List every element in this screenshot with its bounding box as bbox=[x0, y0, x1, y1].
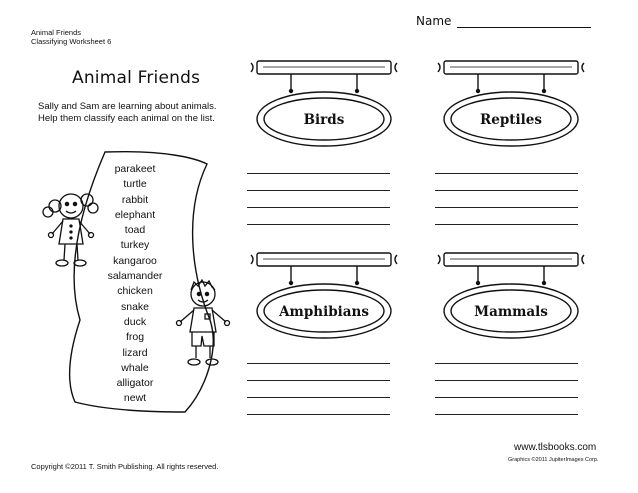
list-item: chicken bbox=[117, 285, 153, 298]
sign-amphibians bbox=[249, 250, 399, 358]
list-item: kangaroo bbox=[113, 254, 157, 267]
sign-label-amphibians: Amphibians bbox=[279, 304, 369, 320]
footer-graphics-credit: Graphics ©2011 JupiterImages Corp. bbox=[508, 457, 599, 463]
instructions: Sally and Sam are learning about animals. Help them classify each animal on the list. bbox=[38, 101, 217, 124]
footer-url: www.tlsbooks.com bbox=[514, 442, 597, 453]
animal-word-list bbox=[100, 162, 170, 407]
reptiles-answer-line[interactable] bbox=[435, 173, 578, 174]
copyright-notice: Copyright ©2011 T. Smith Publishing. All rights reserved. bbox=[31, 462, 219, 471]
list-item: duck bbox=[123, 315, 147, 328]
birds-answer-line[interactable] bbox=[247, 173, 390, 174]
list-item: elephant bbox=[114, 208, 156, 221]
amphibians-answer-line[interactable] bbox=[247, 414, 390, 415]
reptiles-answer-line[interactable] bbox=[435, 207, 578, 208]
name-label: Name bbox=[416, 14, 452, 28]
mammals-answer-line[interactable] bbox=[435, 363, 578, 364]
birds-answer-line[interactable] bbox=[247, 207, 390, 208]
reptiles-answer-line[interactable] bbox=[435, 190, 578, 191]
amphibians-answer-line[interactable] bbox=[247, 380, 390, 381]
header-worksheet: Classifying Worksheet 6 bbox=[31, 37, 112, 46]
list-item: lizard bbox=[122, 346, 148, 359]
list-item: turkey bbox=[120, 239, 150, 252]
header-series: Animal Friends bbox=[31, 28, 82, 37]
list-item: newt bbox=[123, 392, 147, 405]
birds-answer-line[interactable] bbox=[247, 224, 390, 225]
sign-reptiles bbox=[436, 58, 586, 166]
birds-answer-line[interactable] bbox=[247, 190, 390, 191]
list-item: snake bbox=[120, 300, 150, 313]
name-field bbox=[416, 14, 591, 28]
mammals-answer-line[interactable] bbox=[435, 414, 578, 415]
sign-label-mammals: Mammals bbox=[474, 304, 548, 320]
name-line bbox=[457, 15, 591, 28]
list-item: salamander bbox=[107, 270, 163, 283]
list-item: parakeet bbox=[114, 163, 156, 175]
girl-illustration bbox=[38, 186, 100, 272]
list-item: rabbit bbox=[121, 193, 149, 206]
list-item: toad bbox=[124, 224, 146, 237]
amphibians-answer-line[interactable] bbox=[247, 363, 390, 364]
list-item: alligator bbox=[116, 377, 154, 390]
boy-illustration bbox=[172, 278, 234, 374]
page-title: Animal Friends bbox=[72, 68, 201, 88]
list-item: whale bbox=[121, 361, 149, 374]
reptiles-answer-line[interactable] bbox=[435, 224, 578, 225]
mammals-answer-line[interactable] bbox=[435, 397, 578, 398]
sign-birds bbox=[249, 58, 399, 166]
list-item: turtle bbox=[123, 178, 147, 191]
list-item: frog bbox=[125, 331, 145, 344]
amphibians-answer-line[interactable] bbox=[247, 397, 390, 398]
mammals-answer-line[interactable] bbox=[435, 380, 578, 381]
sign-label-birds: Birds bbox=[303, 112, 345, 128]
sign-mammals bbox=[436, 250, 586, 358]
sign-label-reptiles: Reptiles bbox=[480, 112, 542, 128]
